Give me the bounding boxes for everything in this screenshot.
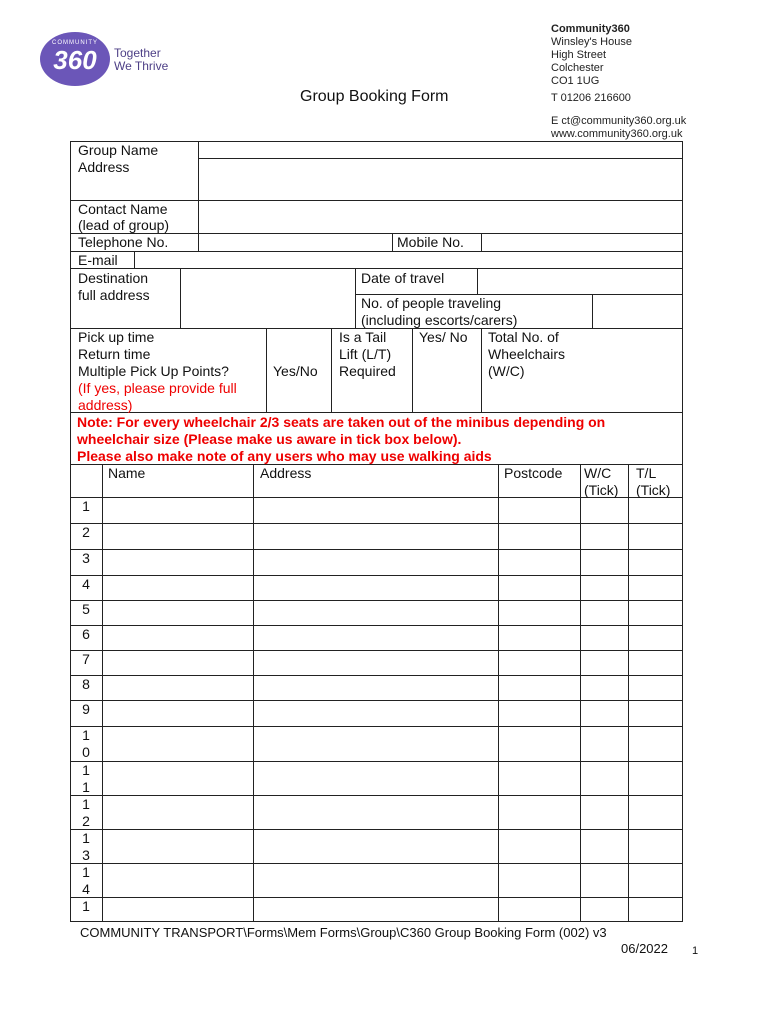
multiple-pickup-label: Multiple Pick Up Points? <box>78 363 229 379</box>
address-line: Colchester <box>551 62 604 74</box>
org-website: www.community360.org.uk <box>551 128 683 140</box>
page-title: Group Booking Form <box>300 88 449 105</box>
row-number: 1 <box>82 779 90 795</box>
tagline <box>114 47 168 73</box>
row-number: 1 <box>82 727 90 743</box>
destination-label: Destination <box>78 270 149 286</box>
row-number: 1 <box>82 830 90 846</box>
address-label: Address <box>78 159 130 175</box>
wheelchair-note: Note: For every wheelchair 2/3 seats are taken out of the minibus depending on <box>77 414 606 430</box>
walking-aids-note: Please also make note of any users who may use walking aids <box>77 448 492 464</box>
people-count-sublabel: (including escorts/carers) <box>361 312 518 328</box>
col-tail-lift: T/L <box>636 465 657 481</box>
tail-lift-label: Is a Tail <box>339 329 387 345</box>
row-number: 8 <box>82 676 90 692</box>
row-number: 2 <box>82 524 90 540</box>
row-number: 7 <box>82 651 90 667</box>
row-number: 3 <box>82 847 90 863</box>
org-email: E ct@community360.org.uk <box>551 115 687 127</box>
row-number: 1 <box>82 898 90 914</box>
tail-lift-label-2: Lift (L/T) <box>339 346 392 362</box>
row-number: 1 <box>82 762 90 778</box>
row-number: 1 <box>82 796 90 812</box>
col-wheelchair: W/C <box>584 465 612 481</box>
row-number: 3 <box>82 550 90 566</box>
col-postcode: Postcode <box>504 465 563 481</box>
yes-no-label: Yes/No <box>273 363 318 379</box>
tagline-line-1: Together <box>114 46 161 60</box>
date-of-travel-label: Date of travel <box>361 270 445 286</box>
footer-date: 06/2022 <box>621 941 668 956</box>
address-line: Winsley's House <box>551 36 632 48</box>
contact-name-label: Contact Name <box>78 201 168 217</box>
email-label: E-mail <box>78 252 118 268</box>
tail-lift-yes-no: Yes/ No <box>419 329 468 345</box>
address-line: High Street <box>551 49 607 61</box>
contact-name-sublabel: (lead of group) <box>78 217 170 233</box>
page-number: 1 <box>692 945 699 957</box>
footer <box>80 925 700 957</box>
col-name: Name <box>108 465 146 481</box>
telephone-label: Telephone No. <box>78 234 169 250</box>
row-number: 4 <box>82 881 90 897</box>
org-address <box>551 23 632 88</box>
address-line: CO1 1UG <box>551 75 600 87</box>
group-name-label: Group Name <box>78 142 159 158</box>
multiple-pickup-note: (If yes, please provide full <box>78 380 237 396</box>
row-number: 2 <box>82 813 90 829</box>
footer-path: COMMUNITY TRANSPORT\Forms\Mem Forms\Group\C360 Group Booking Form (002) v3 <box>80 925 607 940</box>
wheelchairs-label-2: Wheelchairs <box>488 346 566 362</box>
row-number: 5 <box>82 601 90 617</box>
col-address: Address <box>260 465 312 481</box>
org-name: Community360 <box>551 23 630 35</box>
org-phone: T 01206 216600 <box>551 92 631 104</box>
wheelchair-note-2: wheelchair size (Please make us aware in tick box below). <box>77 431 462 447</box>
row-number: 9 <box>82 701 90 717</box>
mobile-label: Mobile No. <box>397 234 464 250</box>
destination-sublabel: full address <box>78 287 150 303</box>
row-number: 6 <box>82 626 90 642</box>
logo-small-text: COMMUNITY <box>52 40 98 46</box>
tail-lift-label-3: Required <box>339 363 396 379</box>
wheelchairs-label: Total No. of <box>488 329 559 345</box>
col-tail-lift-tick: (Tick) <box>636 482 671 498</box>
row-number: 4 <box>82 576 90 592</box>
row-number: 1 <box>82 498 90 514</box>
col-wheelchair-tick: (Tick) <box>584 482 619 498</box>
logo-number: 360 <box>53 45 97 75</box>
return-time-label: Return time <box>78 346 151 362</box>
pickup-time-label: Pick up time <box>78 329 155 345</box>
multiple-pickup-note-2: address) <box>78 397 133 413</box>
tagline-line-2: We Thrive <box>114 59 169 73</box>
wheelchairs-label-3: (W/C) <box>488 363 525 379</box>
people-count-label: No. of people traveling <box>361 295 502 311</box>
row-number: 1 <box>82 864 90 880</box>
row-number: 0 <box>82 744 90 760</box>
